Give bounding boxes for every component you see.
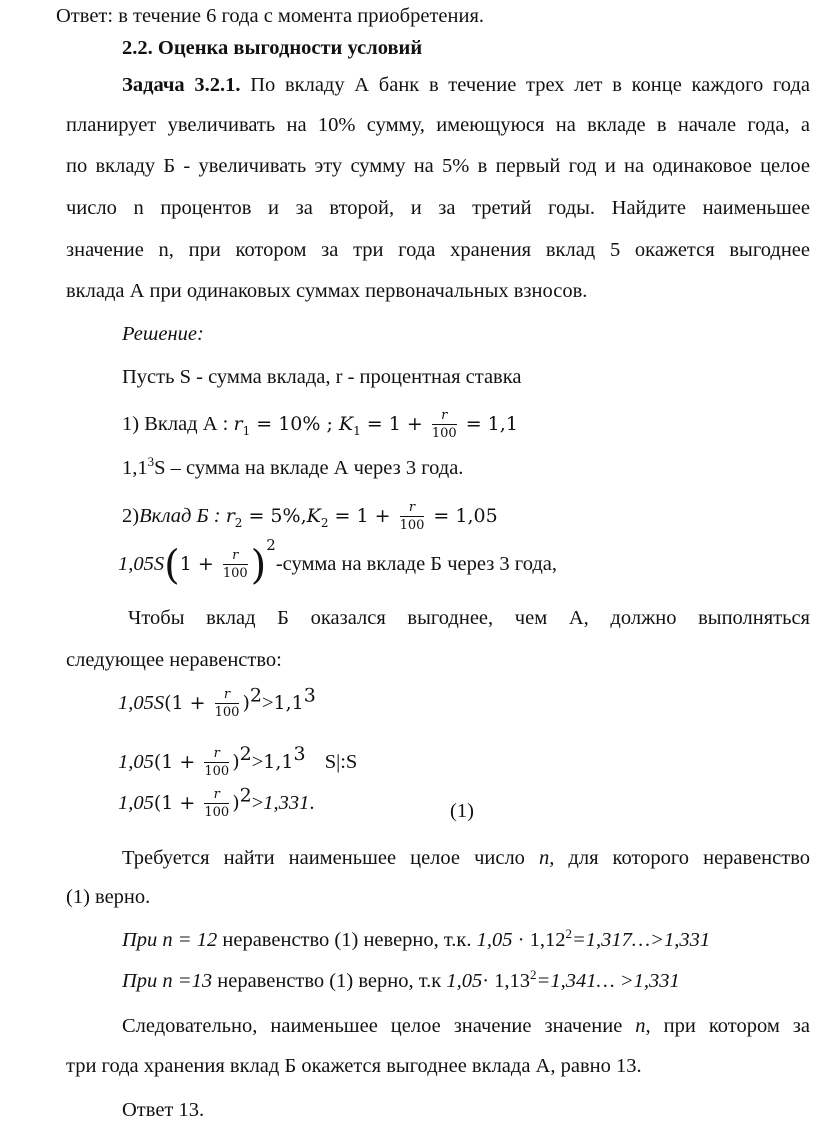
deposit-a-line [122,402,518,441]
deposit-b-label: Вклад Б : [139,505,221,527]
inequality-1: 1,05S(1 + $\frac{r}{100}$ )$^2>1,1^3$ [118,684,316,721]
task-line-4: число n процентов и за второй, и за третий годы. Найдите наименьшее [66,197,810,219]
equation-tag: (1) [450,800,474,822]
task-label: Задача 3.2.1. [122,74,241,96]
deposit-b-line: 2)Вклад Б : $r_2 = 5\%,K_2 = 1$ + $\frac{r}{100}$ = 1,05 [122,499,498,533]
let-line: Пусть S - сумма вклада, r - процентная ставка [122,366,522,388]
requirement-line-1: Требуется найти наименьшее целое число n, для которого неравенство [122,847,810,869]
inequality-2: 1,05(1 + $\frac{r}{100}$ )$^2>1,1^3$ S|:S [118,738,357,780]
deposit-a-sum-line: $1,1^3S$ – сумма на вкладе А через 3 года. [122,454,464,479]
previous-answer-line: Ответ: в течение 6 года с момента приобретения. [56,5,485,27]
task-line-3: по вкладу Б - увеличивать эту сумму на 5% в первый год и на одинаковое целое [66,155,810,177]
task-line-6: вклада А при одинаковых суммах первоначальных взносов. [66,280,588,302]
section-heading: 2.2. Оценка выгодности условий [122,37,423,59]
fraction-r-100: $\frac{r}{100}$ [399,499,425,533]
task-line-2: планирует увеличивать на 10% сумму, имеющуюся на вкладе в начале года, а [66,114,810,136]
divide-note: S|:S [324,751,358,773]
deposit-b-formula: $r_2 = 5\%,K_2 = 1$ + $\frac{r}{100}$ = 1,05 [225,499,498,533]
deposit-b-sum-line: 1,05S(1 + $\frac{r}{100}$ )$^2$-сумма на вкладе Б через 3 года, [118,536,558,589]
task-line-1 [122,75,810,96]
deposit-a-formula: $r_1 = 10\%$ ; $K_1 = 1$ + $\frac{r}{100}$ = 1,1 [233,407,518,441]
case-n-13: При n =13 неравенство (1) верно, т.к $1,05\cdot 1,13^2=1,341\dots >1,331$ [122,967,680,992]
solution-label: Решение: [122,323,204,345]
fraction-r-100: $\frac{r}{100}$ [431,407,457,441]
inequality-3: 1,05(1 + $\frac{r}{100}$ )$^2$>1,331. [118,784,315,821]
conclusion-line-1: Следовательно, наименьшее целое значение значение n, при котором за [122,1015,810,1037]
task-line-5: значение n, при котором за три года хранения вклад 5 окажется выгоднее [66,239,810,261]
conclusion-line-2: три года хранения вклад Б окажется выгоднее вклада А, равно 13. [66,1055,642,1077]
condition-line-2: следующее неравенство: [66,649,282,671]
requirement-line-2: (1) верно. [66,886,151,908]
case-n-12: При n = 12 неравенство (1) неверно, т.к. $1,05 \cdot 1,12^2=1,317\dots>1,331$ [122,926,711,951]
final-answer: Ответ 13. [122,1099,205,1121]
task-text-1: По вкладу А банк в течение трех лет в конце каждого года [250,74,811,96]
deposit-a-label: 1) Вклад А : [122,413,229,435]
condition-line-1: Чтобы вклад Б оказался выгоднее, чем А, должно выполняться [128,607,810,629]
